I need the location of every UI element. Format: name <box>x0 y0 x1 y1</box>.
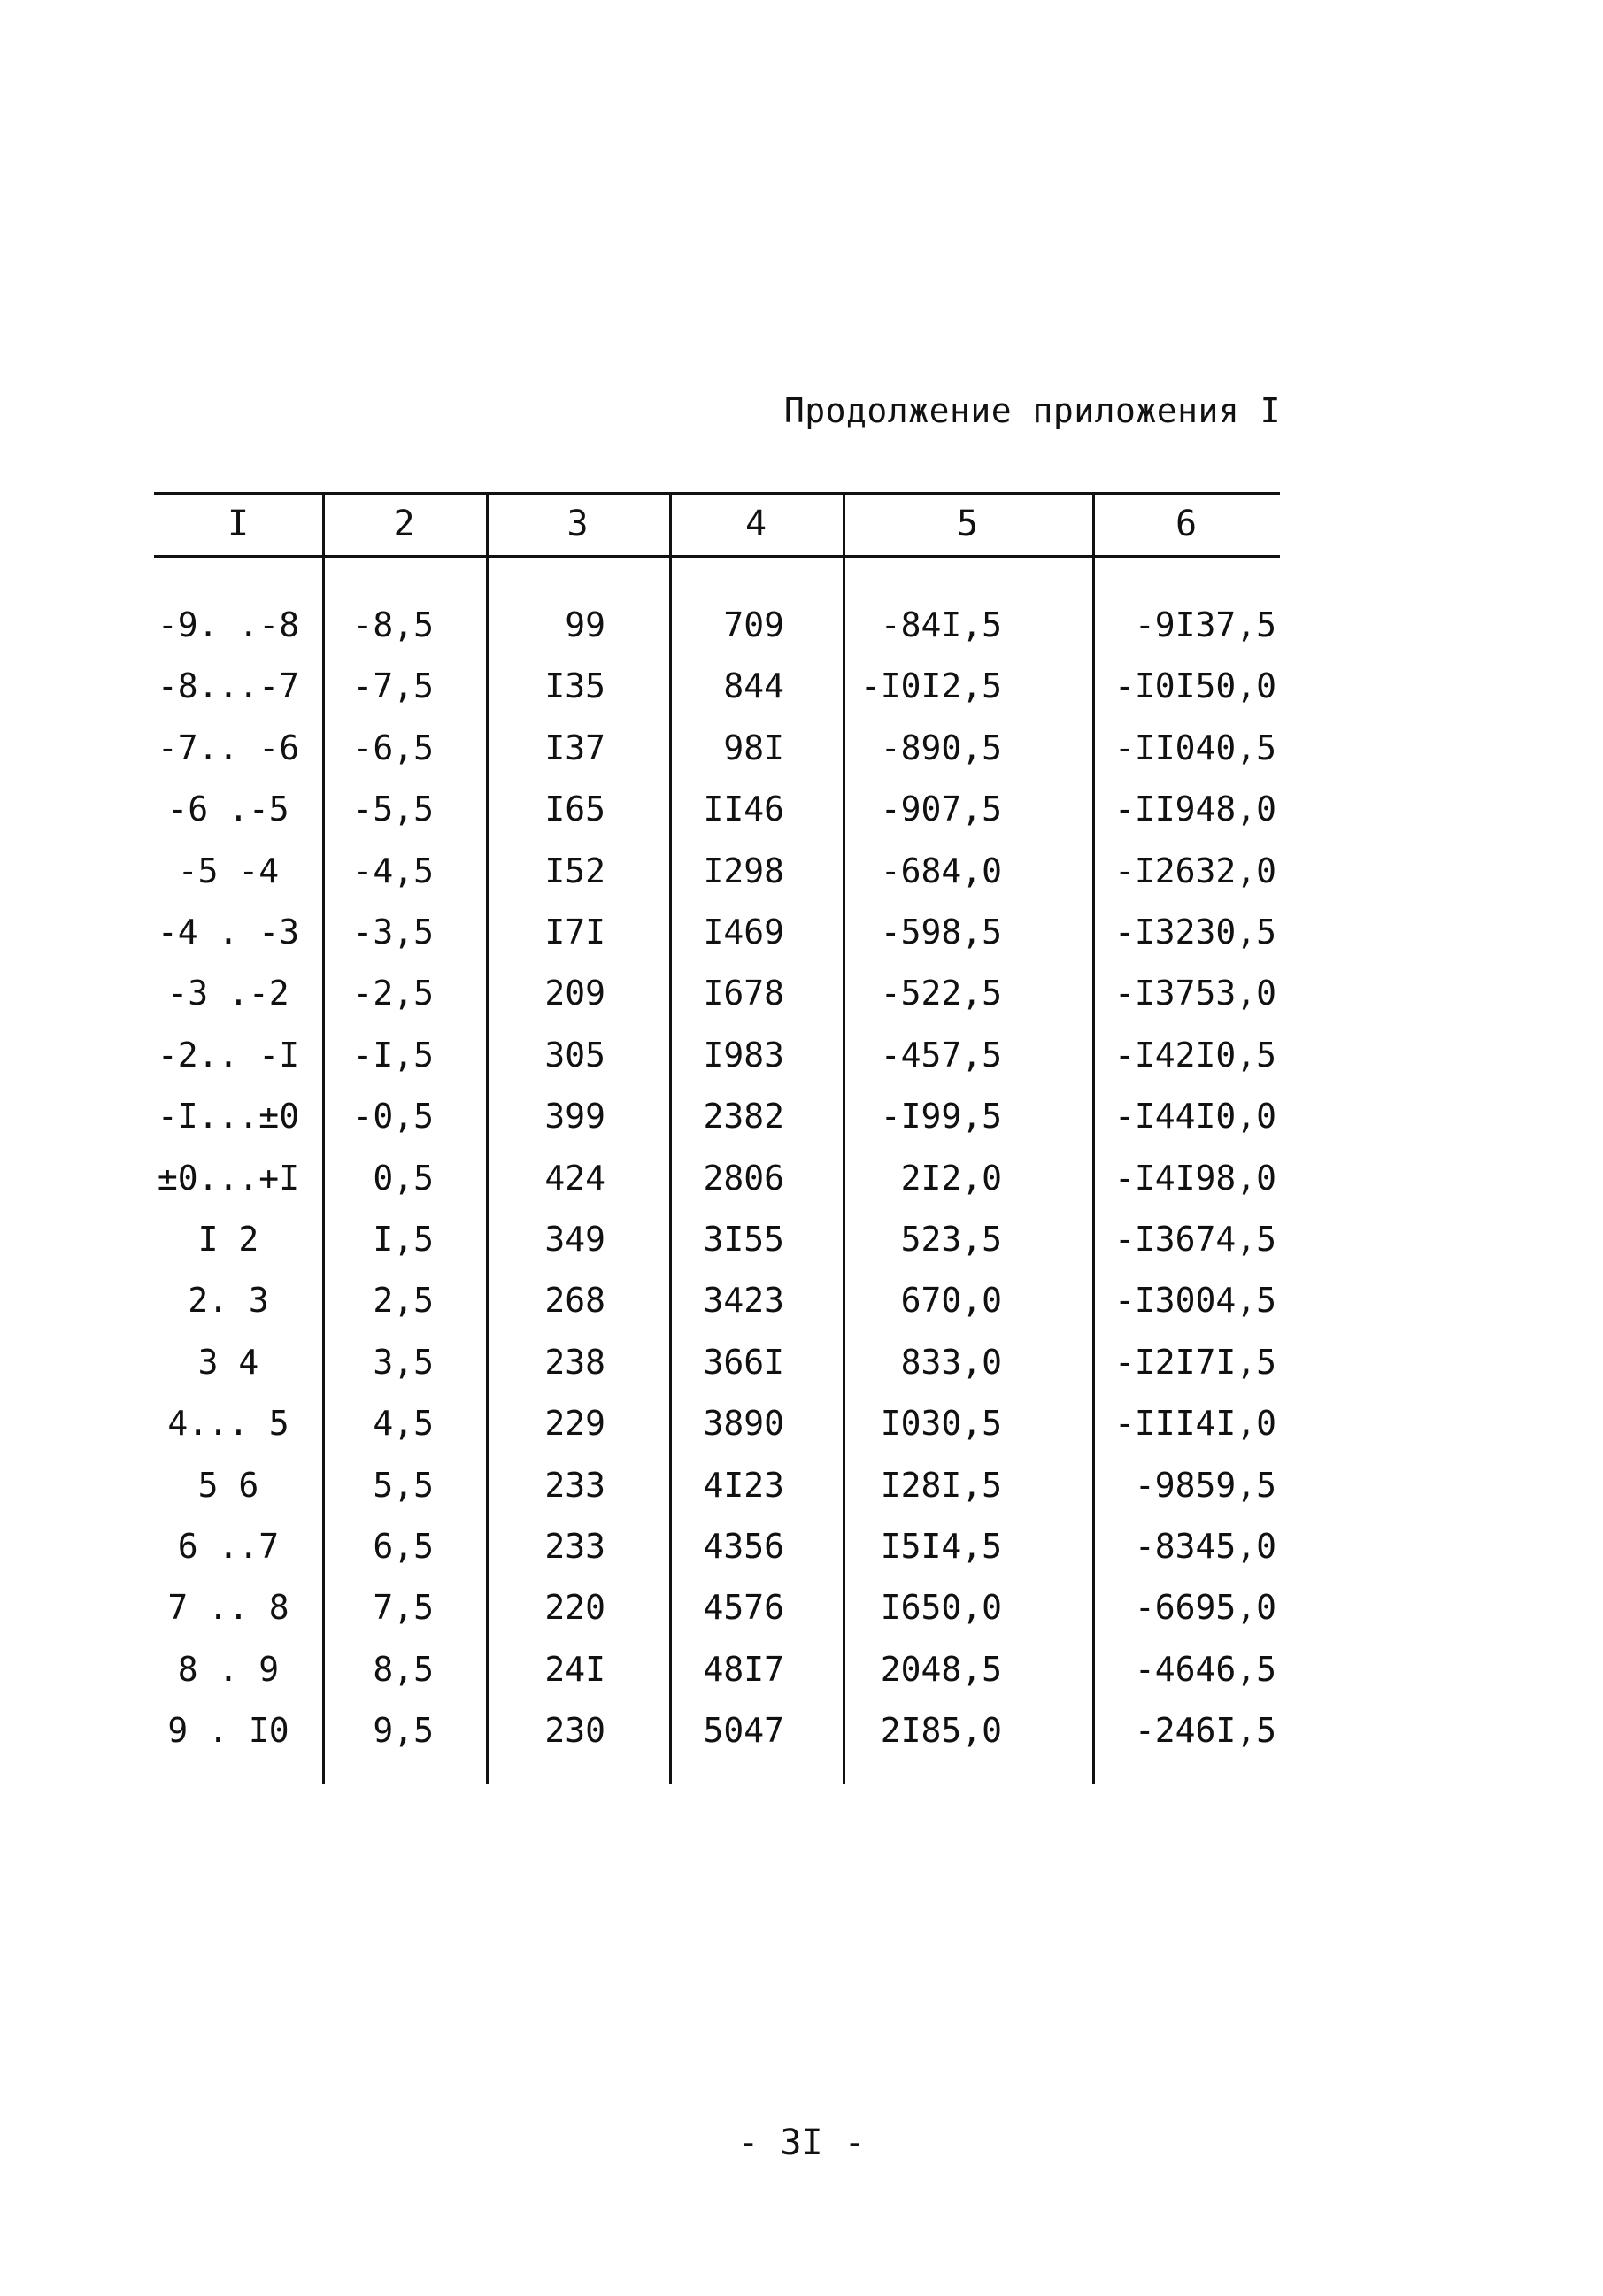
table-cell-r10-c2: 0,5 <box>373 1158 434 1198</box>
table-cell-r18-c4: 48I7 <box>703 1649 784 1689</box>
table-cell-r15-c1: 5 6 <box>197 1465 259 1505</box>
table-cell-r8-c3: 305 <box>544 1035 605 1075</box>
column-header-2: 2 <box>393 503 415 544</box>
table-cell-r18-c5: 2048,5 <box>880 1649 1002 1689</box>
page-number: - 3I - <box>737 2123 866 2163</box>
table-cell-r15-c6: -9859,5 <box>1134 1465 1276 1505</box>
table-cell-r11-c4: 3I55 <box>703 1220 784 1259</box>
table-cell-r13-c6: -I2I7I,5 <box>1114 1342 1276 1382</box>
column-header-6: 6 <box>1175 503 1198 544</box>
table-cell-r16-c3: 233 <box>544 1527 605 1566</box>
table-cell-r17-c4: 4576 <box>703 1588 784 1628</box>
table-cell-r19-c3: 230 <box>544 1711 605 1751</box>
column-divider <box>843 492 845 1784</box>
table-cell-r17-c3: 220 <box>544 1588 605 1628</box>
table-cell-r4-c5: -907,5 <box>880 790 1002 829</box>
table-cell-r13-c5: 833,0 <box>900 1342 1002 1382</box>
table-cell-r12-c3: 268 <box>544 1281 605 1321</box>
table-cell-r19-c4: 5047 <box>703 1711 784 1751</box>
table-cell-r3-c5: -890,5 <box>880 728 1002 767</box>
table-cell-r4-c3: I65 <box>544 790 605 829</box>
table-cell-r9-c2: -0,5 <box>352 1097 434 1136</box>
table-cell-r3-c2: -6,5 <box>352 728 434 767</box>
table-cell-r11-c2: I,5 <box>373 1220 434 1259</box>
table-cell-r8-c4: I983 <box>703 1035 784 1075</box>
table-cell-r13-c1: 3 4 <box>197 1342 259 1382</box>
table-cell-r19-c2: 9,5 <box>373 1711 434 1751</box>
table-cell-r9-c1: -I...±0 <box>157 1097 300 1136</box>
table-cell-r15-c5: I28I,5 <box>880 1465 1002 1505</box>
table-cell-r8-c2: -I,5 <box>352 1035 434 1075</box>
table-cell-r11-c1: I 2 <box>197 1220 259 1259</box>
table-cell-r17-c5: I650,0 <box>880 1588 1002 1628</box>
table-cell-r19-c6: -246I,5 <box>1134 1711 1276 1751</box>
table-cell-r8-c5: -457,5 <box>880 1035 1002 1075</box>
table-cell-r16-c2: 6,5 <box>373 1527 434 1566</box>
table-cell-r13-c2: 3,5 <box>373 1342 434 1382</box>
table-cell-r2-c4: 844 <box>723 666 784 706</box>
table-cell-r19-c1: 9 . I0 <box>167 1711 289 1751</box>
table-cell-r4-c1: -6 .-5 <box>167 790 289 829</box>
column-divider <box>669 492 672 1784</box>
table-cell-r13-c3: 238 <box>544 1342 605 1382</box>
table-cell-r8-c6: -I42I0,5 <box>1114 1035 1276 1075</box>
table-cell-r14-c2: 4,5 <box>373 1404 434 1444</box>
table-cell-r11-c3: 349 <box>544 1220 605 1259</box>
table-cell-r4-c2: -5,5 <box>352 790 434 829</box>
column-divider <box>486 492 489 1784</box>
table-cell-r5-c4: I298 <box>703 851 784 890</box>
continuation-caption: Продолжение приложения I <box>783 391 1281 430</box>
table-cell-r3-c4: 98I <box>723 728 784 767</box>
table-cell-r9-c3: 399 <box>544 1097 605 1136</box>
table-cell-r1-c5: -84I,5 <box>880 605 1002 644</box>
table-cell-r6-c2: -3,5 <box>352 913 434 952</box>
table-cell-r5-c1: -5 -4 <box>177 851 280 890</box>
table-cell-r5-c6: -I2632,0 <box>1114 851 1276 890</box>
table-cell-r14-c6: -III4I,0 <box>1114 1404 1276 1444</box>
table-cell-r2-c2: -7,5 <box>352 666 434 706</box>
table-cell-r17-c1: 7 .. 8 <box>167 1588 289 1628</box>
table-cell-r12-c2: 2,5 <box>373 1281 434 1321</box>
table-cell-r5-c5: -684,0 <box>880 851 1002 890</box>
table-cell-r18-c1: 8 . 9 <box>177 1649 280 1689</box>
table-cell-r14-c5: I030,5 <box>880 1404 1002 1444</box>
table-cell-r16-c6: -8345,0 <box>1134 1527 1276 1566</box>
table-cell-r6-c4: I469 <box>703 913 784 952</box>
table-cell-r16-c5: I5I4,5 <box>880 1527 1002 1566</box>
table-cell-r9-c5: -I99,5 <box>880 1097 1002 1136</box>
table-cell-r10-c6: -I4I98,0 <box>1114 1158 1276 1198</box>
table-cell-r9-c6: -I44I0,0 <box>1114 1097 1276 1136</box>
table-cell-r17-c2: 7,5 <box>373 1588 434 1628</box>
table-cell-r17-c6: -6695,0 <box>1134 1588 1276 1628</box>
table-cell-r18-c6: -4646,5 <box>1134 1649 1276 1689</box>
table-cell-r1-c2: -8,5 <box>352 605 434 644</box>
table-cell-r7-c5: -522,5 <box>880 974 1002 1013</box>
table-cell-r6-c5: -598,5 <box>880 913 1002 952</box>
table-cell-r1-c1: -9. .-8 <box>157 605 300 644</box>
table-cell-r18-c2: 8,5 <box>373 1649 434 1689</box>
table-cell-r18-c3: 24I <box>544 1649 605 1689</box>
column-header-5: 5 <box>956 503 979 544</box>
column-header-3: 3 <box>566 503 589 544</box>
table-cell-r13-c4: 366I <box>703 1342 784 1382</box>
table-cell-r3-c6: -II040,5 <box>1114 728 1276 767</box>
table-cell-r3-c1: -7.. -6 <box>157 728 300 767</box>
table-cell-r7-c4: I678 <box>703 974 784 1013</box>
table-cell-r6-c6: -I3230,5 <box>1114 913 1276 952</box>
table-cell-r7-c1: -3 .-2 <box>167 974 289 1013</box>
table-cell-r12-c6: -I3004,5 <box>1114 1281 1276 1321</box>
column-header-1: I <box>227 503 250 544</box>
table-cell-r11-c6: -I3674,5 <box>1114 1220 1276 1259</box>
table-cell-r10-c5: 2I2,0 <box>900 1158 1002 1198</box>
table-cell-r4-c4: II46 <box>703 790 784 829</box>
table-cell-r1-c3: 99 <box>565 605 605 644</box>
table-cell-r7-c2: -2,5 <box>352 974 434 1013</box>
table-cell-r15-c3: 233 <box>544 1465 605 1505</box>
table-cell-r6-c1: -4 . -3 <box>157 913 300 952</box>
table-cell-r16-c4: 4356 <box>703 1527 784 1566</box>
table-cell-r8-c1: -2.. -I <box>157 1035 300 1075</box>
table-cell-r15-c4: 4I23 <box>703 1465 784 1505</box>
data-table <box>154 492 1280 1784</box>
column-divider <box>1092 492 1095 1784</box>
table-cell-r4-c6: -II948,0 <box>1114 790 1276 829</box>
table-cell-r3-c3: I37 <box>544 728 605 767</box>
table-cell-r2-c6: -I0I50,0 <box>1114 666 1276 706</box>
table-cell-r1-c6: -9I37,5 <box>1134 605 1276 644</box>
table-cell-r11-c5: 523,5 <box>900 1220 1002 1259</box>
column-divider <box>322 492 325 1784</box>
table-cell-r10-c3: 424 <box>544 1158 605 1198</box>
table-cell-r7-c3: 209 <box>544 974 605 1013</box>
table-cell-r2-c3: I35 <box>544 666 605 706</box>
table-cell-r5-c2: -4,5 <box>352 851 434 890</box>
table-cell-r2-c1: -8...-7 <box>157 666 300 706</box>
table-cell-r5-c3: I52 <box>544 851 605 890</box>
table-cell-r19-c5: 2I85,0 <box>880 1711 1002 1751</box>
table-cell-r7-c6: -I3753,0 <box>1114 974 1276 1013</box>
table-cell-r1-c4: 709 <box>723 605 784 644</box>
column-header-4: 4 <box>744 503 767 544</box>
table-cell-r12-c5: 670,0 <box>900 1281 1002 1321</box>
table-cell-r10-c1: ±0...+I <box>157 1158 300 1198</box>
table-cell-r9-c4: 2382 <box>703 1097 784 1136</box>
table-cell-r10-c4: 2806 <box>703 1158 784 1198</box>
table-cell-r12-c1: 2. 3 <box>188 1281 269 1321</box>
table-cell-r14-c1: 4... 5 <box>167 1404 289 1444</box>
table-cell-r14-c4: 3890 <box>703 1404 784 1444</box>
table-cell-r16-c1: 6 ..7 <box>177 1527 280 1566</box>
table-cell-r2-c5: -I0I2,5 <box>859 666 1002 706</box>
table-cell-r12-c4: 3423 <box>703 1281 784 1321</box>
table-cell-r15-c2: 5,5 <box>373 1465 434 1505</box>
table-cell-r14-c3: 229 <box>544 1404 605 1444</box>
table-cell-r6-c3: I7I <box>544 913 605 952</box>
